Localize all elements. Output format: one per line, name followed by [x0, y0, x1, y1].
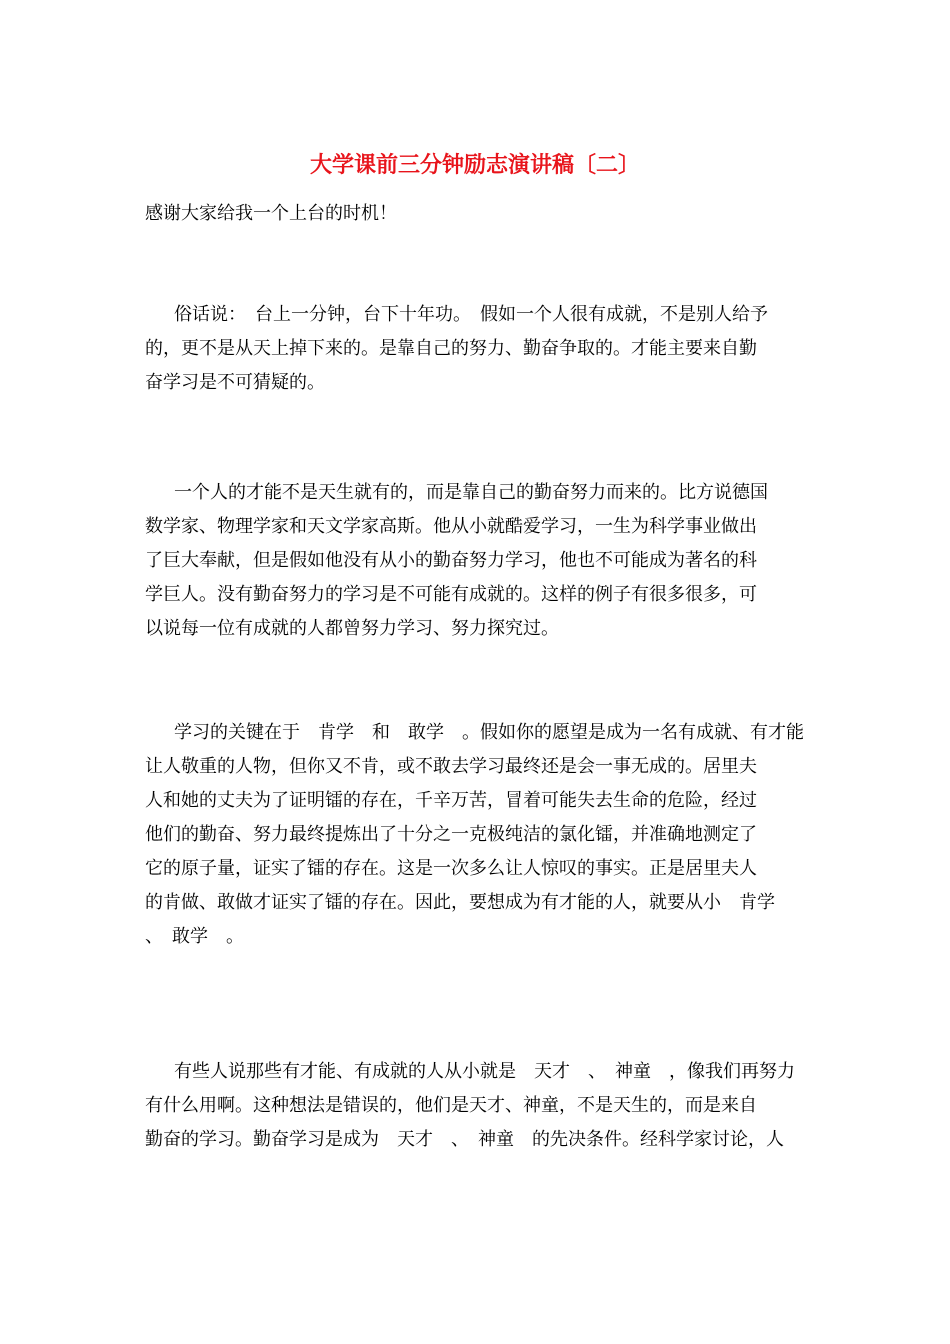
paragraph-line: 的，更不是从天上掉下来的。是靠自己的努力、勤奋争取的。才能主要来自勤: [145, 338, 757, 359]
document-title: 大学课前三分钟励志演讲稿〔二〕: [309, 152, 640, 178]
paragraph-line: 奋学习是不可猜疑的。: [145, 372, 325, 393]
paragraph-line: 它的原子量，证实了镭的存在。这是一次多么让人惊叹的事实。正是居里夫人: [145, 858, 757, 879]
paragraph-line: 有什么用啊。这种想法是错误的，他们是天才、神童，不是天生的，而是来自: [145, 1095, 757, 1116]
paragraph-line: 学习的关键在于 肯学 和 敢学 。假如你的愿望是成为一名有成就、有才能: [174, 722, 804, 743]
paragraph-4: [145, 1055, 815, 1157]
paragraph-line: 人和她的丈夫为了证明镭的存在，千辛万苦，冒着可能失去生命的危险，经过: [145, 790, 757, 811]
greeting-line: 感谢大家给我一个上台的时机！: [145, 203, 397, 224]
paragraph-line: 勤奋的学习。勤奋学习是成为 天才 、 神童 的先决条件。经科学家讨论，人: [145, 1129, 784, 1150]
paragraph-line: 了巨大奉献，但是假如他没有从小的勤奋努力学习，他也不可能成为著名的科: [145, 550, 757, 571]
paragraph-line: 让人敬重的人物，但你又不肯，或不敢去学习最终还是会一事无成的。居里夫: [145, 756, 757, 777]
paragraph-1: [145, 298, 815, 400]
paragraph-line: 学巨人。没有勤奋努力的学习是不可能有成就的。这样的例子有很多很多，可: [145, 584, 757, 605]
paragraph-line: 以说每一位有成就的人都曾努力学习、努力探究过。: [145, 618, 559, 639]
paragraph-3: [145, 716, 815, 954]
paragraph-line: 、 敢学 。: [145, 926, 244, 947]
paragraph-line: 的肯做、敢做才证实了镭的存在。因此，要想成为有才能的人，就要从小 肯学: [145, 892, 775, 913]
paragraph-line: 他们的勤奋、努力最终提炼出了十分之一克极纯洁的氯化镭，并准确地测定了: [145, 824, 757, 845]
paragraph-line: 一个人的才能不是天生就有的，而是靠自己的勤奋努力而来的。比方说德国: [174, 482, 768, 503]
paragraph-line: 有些人说那些有才能、有成就的人从小就是 天才 、 神童 ，像我们再努力: [174, 1061, 795, 1082]
paragraph-line: 俗话说： 台上一分钟，台下十年功。 假如一个人很有成就，不是别人给予: [174, 304, 768, 325]
paragraph-line: 数学家、物理学家和天文学家高斯。他从小就酷爱学习，一生为科学事业做出: [145, 516, 757, 537]
paragraph-2: [145, 476, 815, 646]
